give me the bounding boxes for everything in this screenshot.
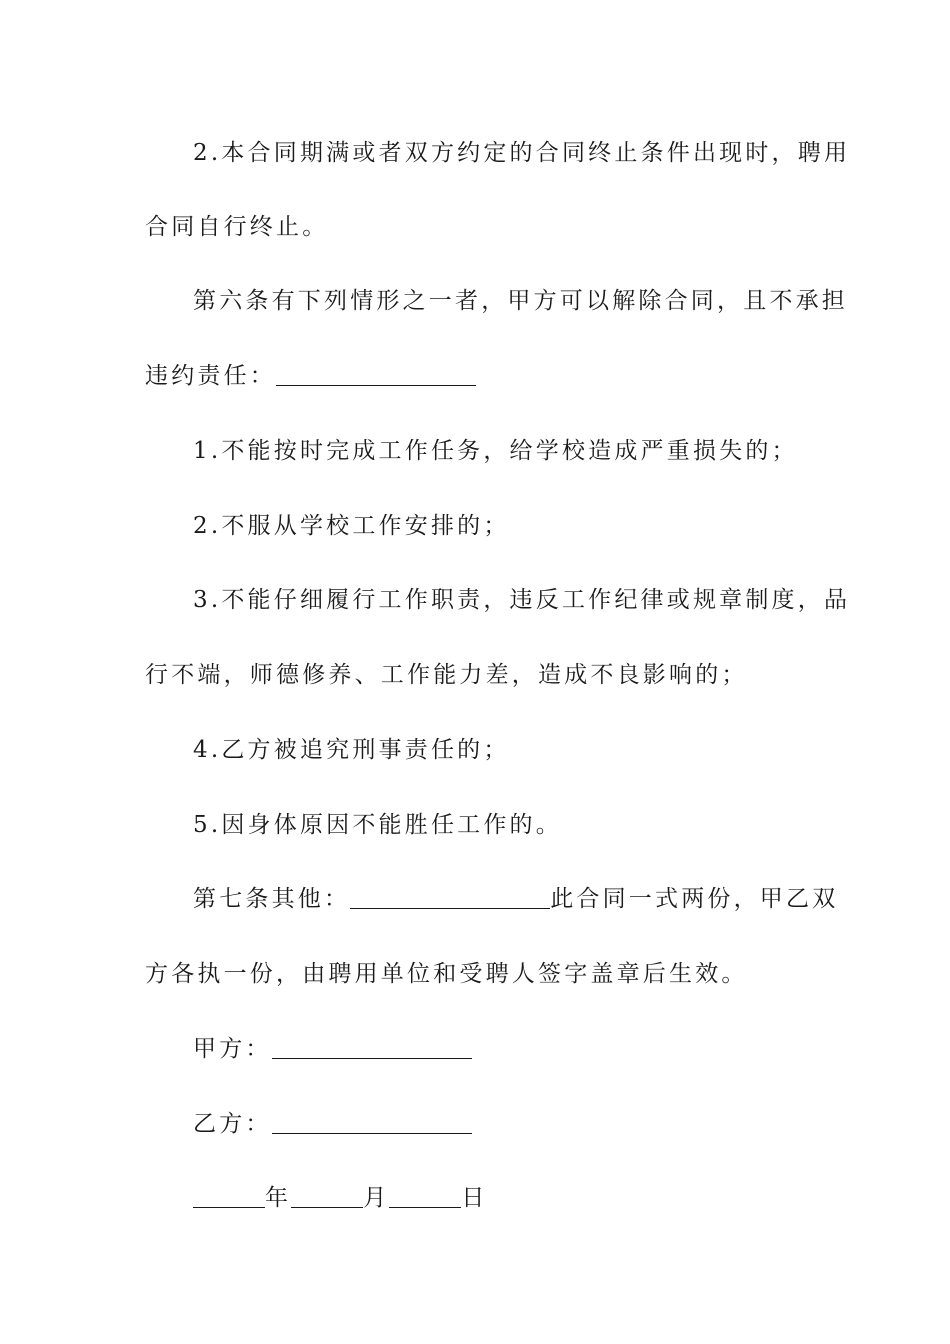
date-year-label: 年 [265, 1185, 292, 1211]
blank-line [389, 1187, 461, 1208]
paragraph-line: 方各执一份，由聘用单位和受聘人签字盖章后生效。 [145, 961, 748, 987]
list-item: 4.乙方被追究刑事责任的； [193, 737, 510, 763]
list-item-continuation: 行不端，师德修养、工作能力差，造成不良影响的； [145, 662, 748, 688]
blank-line [276, 365, 476, 386]
date-line [193, 1183, 488, 1213]
blank-line [272, 1038, 472, 1059]
liability-label: 违约责任： [145, 363, 276, 389]
party-a-signature [193, 1034, 472, 1064]
list-item: 1.不能按时完成工作任务，给学校造成严重损失的； [193, 438, 798, 464]
party-b-label: 乙方： [193, 1111, 272, 1137]
paragraph-line [145, 361, 476, 391]
article-seven-text: 此合同一式两份，甲乙双 [550, 886, 839, 912]
list-item: 3.不能仔细履行工作职责，违反工作纪律或规章制度，品 [193, 587, 851, 613]
paragraph-line: 2.本合同期满或者双方约定的合同终止条件出现时，聘用 [193, 140, 851, 166]
party-a-label: 甲方： [193, 1036, 272, 1062]
list-item: 5.因身体原因不能胜任工作的。 [193, 812, 562, 838]
blank-line [193, 1187, 265, 1208]
blank-line [272, 1113, 472, 1134]
blank-line [291, 1187, 363, 1208]
blank-line [350, 888, 550, 909]
article-seven-label: 第七条其他： [193, 886, 351, 912]
article-seven [193, 884, 838, 914]
paragraph-line: 合同自行终止。 [145, 214, 329, 240]
party-b-signature [193, 1109, 472, 1139]
date-day-label: 日 [461, 1185, 488, 1211]
list-item: 2.不服从学校工作安排的； [193, 513, 510, 539]
date-month-label: 月 [363, 1185, 390, 1211]
article-six-heading: 第六条有下列情形之一者，甲方可以解除合同，且不承担 [193, 288, 848, 314]
